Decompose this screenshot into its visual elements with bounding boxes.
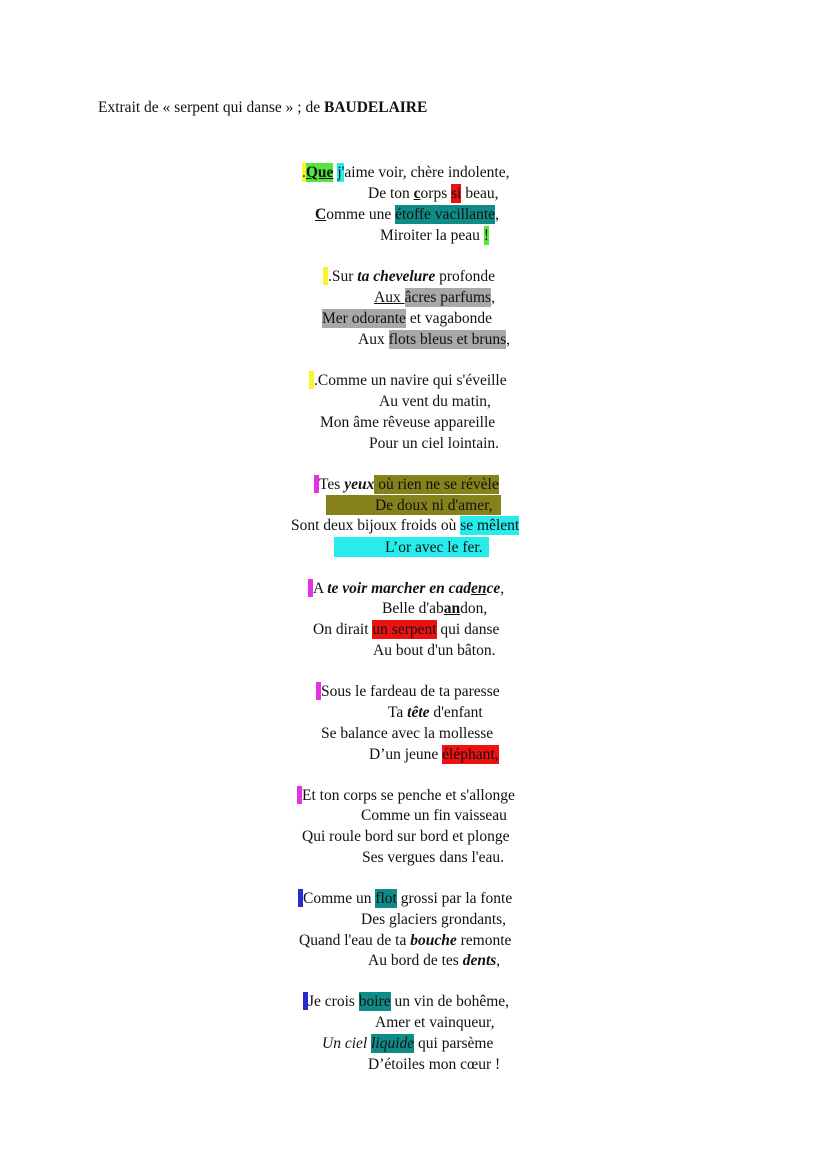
highlight-cyan: se mêlent bbox=[460, 517, 520, 534]
highlight-cyan: j' bbox=[337, 164, 345, 181]
highlight-teal: boire bbox=[358, 993, 391, 1010]
title-prefix: Extrait de « serpent qui danse » ; de bbox=[98, 99, 324, 116]
highlight-red: un serpent bbox=[372, 621, 437, 638]
highlight-grey: flots bleus et bruns bbox=[388, 331, 507, 348]
highlight-red: si bbox=[451, 185, 462, 202]
highlight-grey: Mer odorante bbox=[322, 310, 406, 327]
highlight-olive: où rien ne se révèle bbox=[374, 476, 499, 493]
highlight-teal: étoffe vacillante bbox=[395, 206, 496, 223]
highlight-red: éléphant, bbox=[442, 746, 499, 763]
title-author: BAUDELAIRE bbox=[323, 99, 428, 116]
highlight-teal: liquide bbox=[371, 1035, 415, 1052]
document-title bbox=[98, 99, 427, 117]
highlight-grey: âcres parfums bbox=[404, 289, 492, 306]
highlight-lime: Que bbox=[305, 164, 334, 181]
highlight-lime: ! bbox=[483, 227, 489, 244]
highlight-teal: flot bbox=[375, 890, 397, 907]
